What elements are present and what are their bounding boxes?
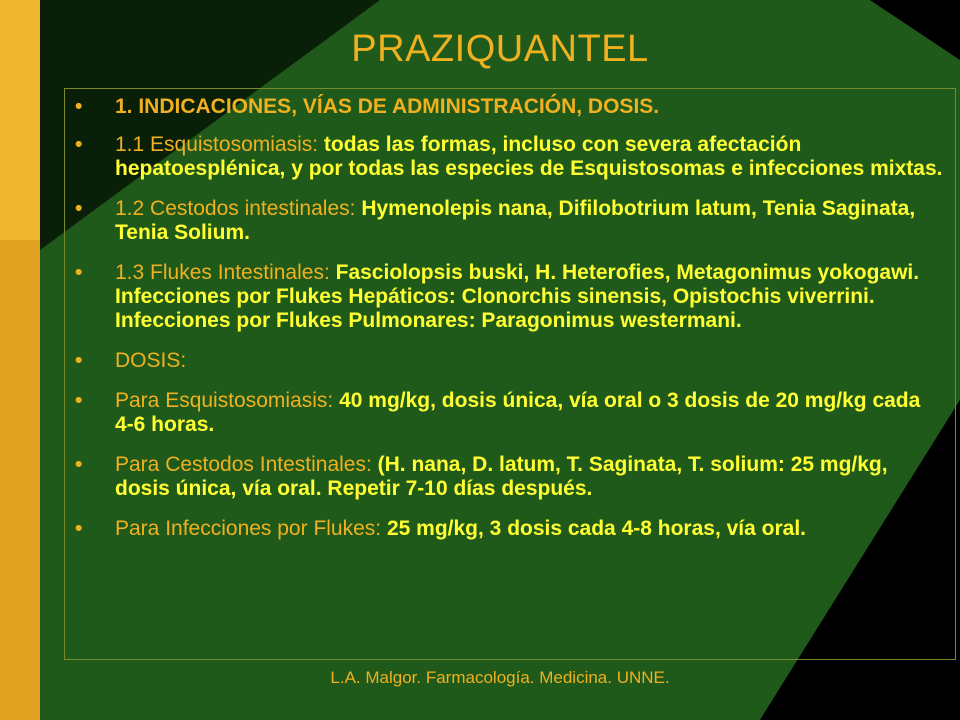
bullet-text: 25 mg/kg, 3 dosis cada 4-8 horas, vía oral. xyxy=(381,517,806,540)
bullet-dot-icon: • xyxy=(75,389,83,412)
bullet-list xyxy=(65,95,943,557)
bullet-label: 1.2 Cestodos intestinales: xyxy=(115,197,356,220)
bullet-dot-icon: • xyxy=(75,133,83,156)
bullet-dot-icon: • xyxy=(75,453,83,476)
bullet-label: Para Esquistosomiasis: xyxy=(115,389,334,412)
bullet-item-cestodos xyxy=(65,197,943,245)
bullet-text: Hymenolepis nana, Difilobotrium latum, Tenia Saginata, Tenia Solium. xyxy=(115,197,916,244)
bullet-item-dosis xyxy=(65,349,943,373)
bullet-dot-icon: • xyxy=(75,95,83,118)
bullet-item-dosis-flukes xyxy=(65,517,943,541)
bullet-label: 1.1 Esquistosomiasis: xyxy=(115,133,319,156)
bullet-label: 1. INDICACIONES, VÍAS DE ADMINISTRACIÓN, DOSIS. xyxy=(115,95,660,118)
bullet-dot-icon: • xyxy=(75,197,83,220)
bullet-item-indicaciones xyxy=(65,95,943,119)
bullet-item-esquistosomiasis xyxy=(65,133,943,181)
bullet-text: (H. nana, D. latum, T. Saginata, T. solium: 25 mg/kg, dosis única, vía oral. Repetir 7-10 días después. xyxy=(115,453,888,500)
bullet-text: todas las formas, incluso con severa afectación hepatoesplénica, y por todas las especies de Esquistosomas e infecciones mixtas. xyxy=(115,133,943,180)
slide-title: PRAZIQUANTEL xyxy=(351,28,649,70)
bullet-label: 1.3 Flukes Intestinales: xyxy=(115,261,330,284)
bullet-item-dosis-cestodos xyxy=(65,453,943,501)
bullet-item-dosis-esquistosomiasis xyxy=(65,389,943,437)
bullet-label: Para Infecciones por Flukes: xyxy=(115,517,382,540)
content-box xyxy=(64,88,956,660)
slide-footer: L.A. Malgor. Farmacología. Medicina. UNNE. xyxy=(330,668,670,687)
bullet-text: 40 mg/kg, dosis única, vía oral o 3 dosis de 20 mg/kg cada 4-6 horas. xyxy=(115,389,921,436)
bullet-item-flukes xyxy=(65,261,943,333)
bullet-label: DOSIS: xyxy=(115,349,187,372)
bullet-label: Para Cestodos Intestinales: xyxy=(115,453,372,476)
bullet-text: Fasciolopsis buski, H. Heterofies, Metagonimus yokogawi. Infecciones por Flukes Hepáticos: Clonorchis sinensis, Opistochis viverrini. Infecciones por Flukes Pulmonares: Paragonimus westermani. xyxy=(115,261,920,332)
bullet-dot-icon: • xyxy=(75,261,83,284)
bullet-dot-icon: • xyxy=(75,349,83,372)
bullet-dot-icon: • xyxy=(75,517,83,540)
